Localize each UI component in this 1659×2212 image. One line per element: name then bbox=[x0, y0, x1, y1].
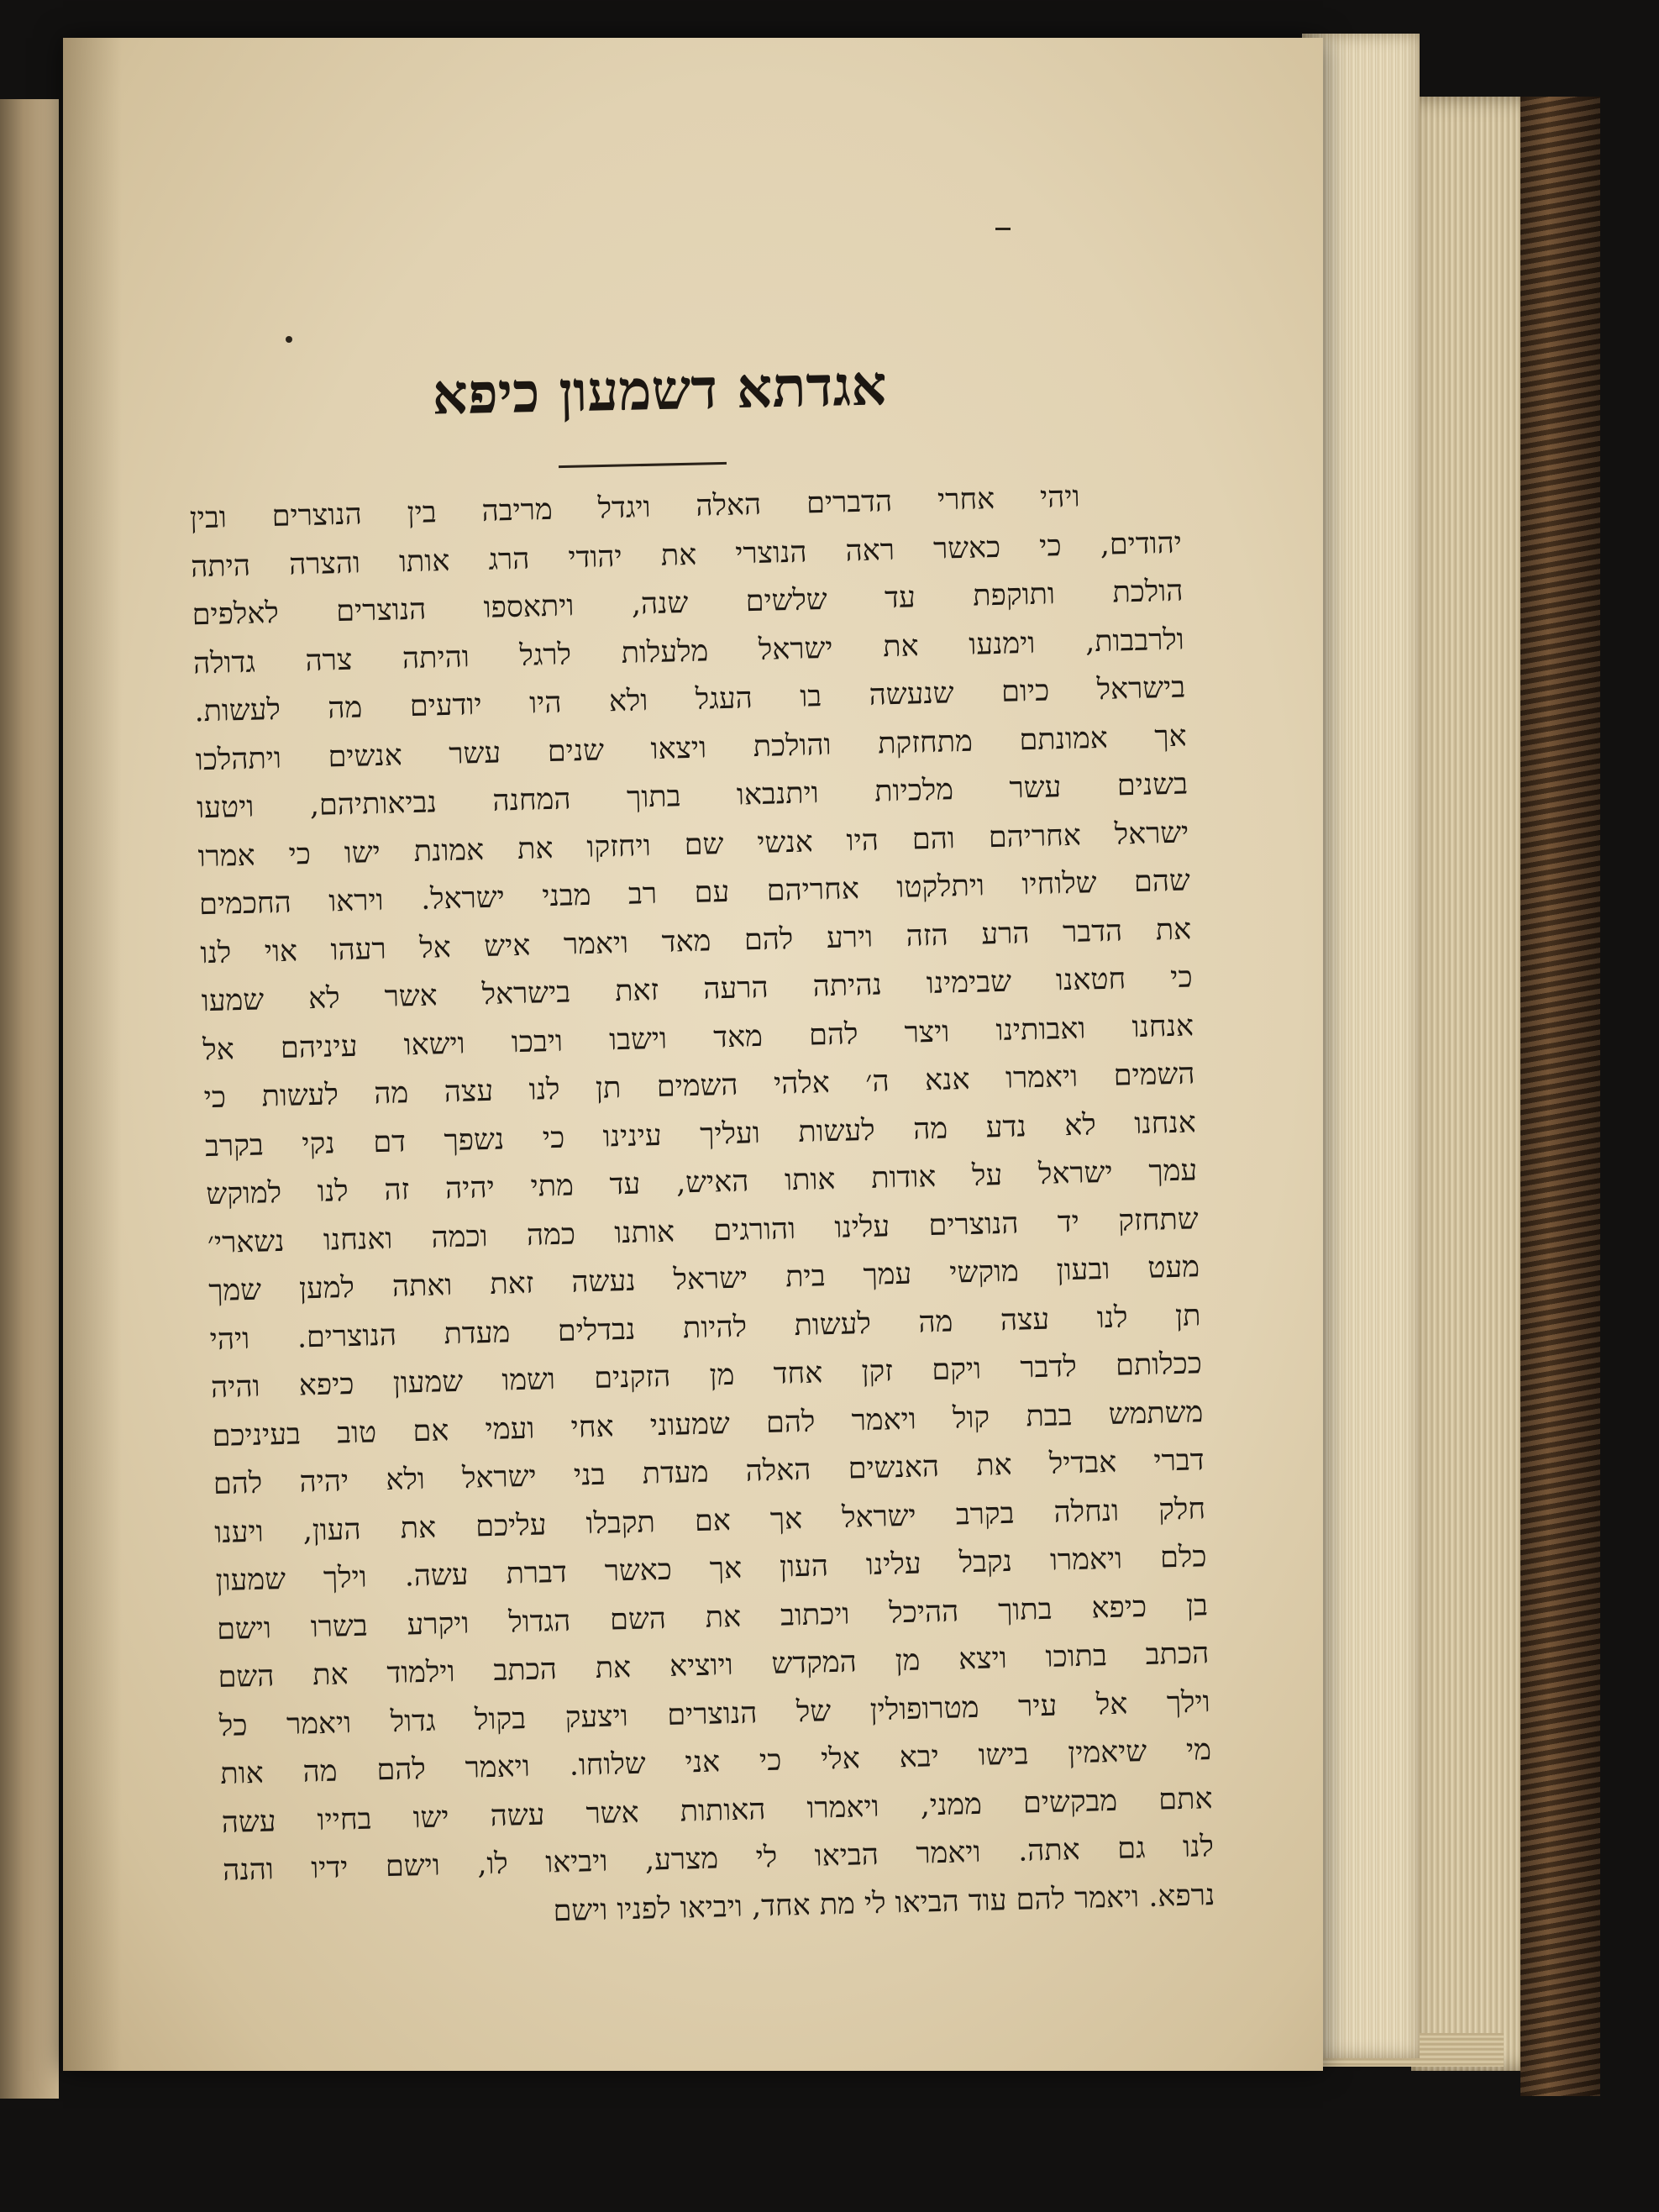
text-line: עמך ישראל על אודות אותו האיש, עד מתי יהיה זה לנו למוקש bbox=[206, 1153, 1198, 1212]
text-line: דברי אבדיל את האנשים האלה מעדת בני ישראל ולא יהיה להם bbox=[213, 1443, 1205, 1502]
text-line: אנחנו לא נדע מה לעשות ועליך עינינו כי נשפך דם נקי בקרב bbox=[204, 1105, 1197, 1164]
text-line: שתחזק יד הנוצרים עלינו והורגים אותנו כמה וכמה ואנחנו נשארי׳ bbox=[207, 1201, 1200, 1260]
page-gutter-shadow bbox=[63, 38, 122, 2071]
text-line: וילך אל עיר מטרופולין של הנוצרים ויצעק בקול גדול ויאמר כל bbox=[218, 1684, 1211, 1743]
book-spine bbox=[1520, 97, 1600, 2096]
text-line: אך אמונתם מתחזקת והולכת ויצאו שנים עשר אנשים ויתהלכו bbox=[195, 718, 1188, 777]
text-line: בשנים עשר מלכיות ויתנבאו בתוך המחנה נביאותיהם, ויטעו bbox=[196, 767, 1189, 826]
text-line: השמים ויאמרו אנא ה׳ אלהי השמים תן לנו עצה מה לעשות כי bbox=[203, 1057, 1195, 1116]
text-line: הכתב בתוכו ויצא מן המקדש ויוציא את הכתב וילמוד את השם bbox=[218, 1637, 1210, 1694]
text-line: בן כיפא בתוך ההיכל ויכתוב את השם הגדול ויקרע בשרו וישם bbox=[216, 1588, 1209, 1647]
text-line: חלק ונחלה בקרב ישראל אך אם תקבלו עליכם את העון, ויענו bbox=[213, 1491, 1206, 1550]
text-line: מי שיאמין בישו יבא אלי כי אני שלוחו. ויאמר להם מה אות bbox=[219, 1733, 1212, 1791]
text-line: משתמש בבת קול ויאמר להם שמעוני אחי ועמי אם טוב בעיניכם bbox=[212, 1395, 1204, 1453]
print-speck bbox=[286, 336, 292, 343]
title-rule bbox=[559, 462, 727, 468]
text-line: ככלותם לדבר ויקם זקן אחד מן הזקנים ושמו שמעון כיפא והיה bbox=[210, 1347, 1203, 1405]
page-block-edge bbox=[1411, 97, 1533, 2071]
chapter-title: אגדתא דשמעון כיפא bbox=[431, 352, 888, 428]
body-text bbox=[189, 471, 1215, 1944]
text-line: תן לנו עצה מה לעשות להיות נבדלים מעדת הנוצרים. ויהי bbox=[209, 1298, 1201, 1357]
text-line: כי חטאנו שבימינו נהיתה הרעה זאת בישראל אשר לא שמעו bbox=[201, 960, 1194, 1019]
text-line: יהודים, כי כאשר ראה הנוצרי את יהודי הרג אותו והצרה היתה bbox=[190, 526, 1183, 584]
text-line: ולרבבות, וימנעו את ישראל מלעלות לרגל והיתה צרה גדולה bbox=[192, 623, 1185, 680]
text-line: את הדבר הרע הזה וירע להם מאד ויאמר איש אל רעהו אוי לנו bbox=[200, 912, 1192, 970]
text-line: בישראל כיום שנעשה בו העגל ולא היו יודעים מה לעשות. bbox=[193, 670, 1186, 729]
text-line: כלם ויאמרו נקבל עלינו העון אך כאשר דברת עשה. וילך שמעון bbox=[215, 1540, 1207, 1599]
text-line: אנחנו ואבותינו ויצר להם מאד וישבו ויבכו וישאו עיניהם אל bbox=[202, 1008, 1194, 1067]
facing-page-edge bbox=[0, 99, 59, 2099]
text-line: נרפא. ויאמר להם עוד הביאו לי מת אחד, ויביאו לפניו וישם bbox=[553, 1878, 1215, 1928]
text-line: שהם שלוחיו ויתלקטו אחריהם עם רב מבני ישראל. ויראו החכמים bbox=[198, 864, 1191, 922]
text-line: אתם מבקשים ממני, ויאמרו האותות אשר עשה ישו בחייו עשה bbox=[221, 1781, 1213, 1840]
print-dash bbox=[995, 228, 1011, 230]
text-line: הולכת ותוקפת עד שלשים שנה, ויתאספו הנוצרים לאלפים bbox=[192, 574, 1184, 633]
book-page bbox=[63, 38, 1323, 2071]
text-line: ישראל אחריהם והם היו אנשי שם ויחזקו את אמונת ישו כי אמרו bbox=[197, 815, 1189, 874]
text-line: ויהי אחרי הדברים האלה ויגדל מריבה בין הנוצרים ובין bbox=[189, 480, 1081, 536]
text-line: מעט ובעון מוקשי עמך בית ישראל נעשה זאת ואתה למען שמך bbox=[207, 1250, 1200, 1309]
text-line: לנו גם אתה. ויאמר הביאו לי מצרע, ויביאו לו, וישם ידיו והנה bbox=[222, 1830, 1215, 1888]
